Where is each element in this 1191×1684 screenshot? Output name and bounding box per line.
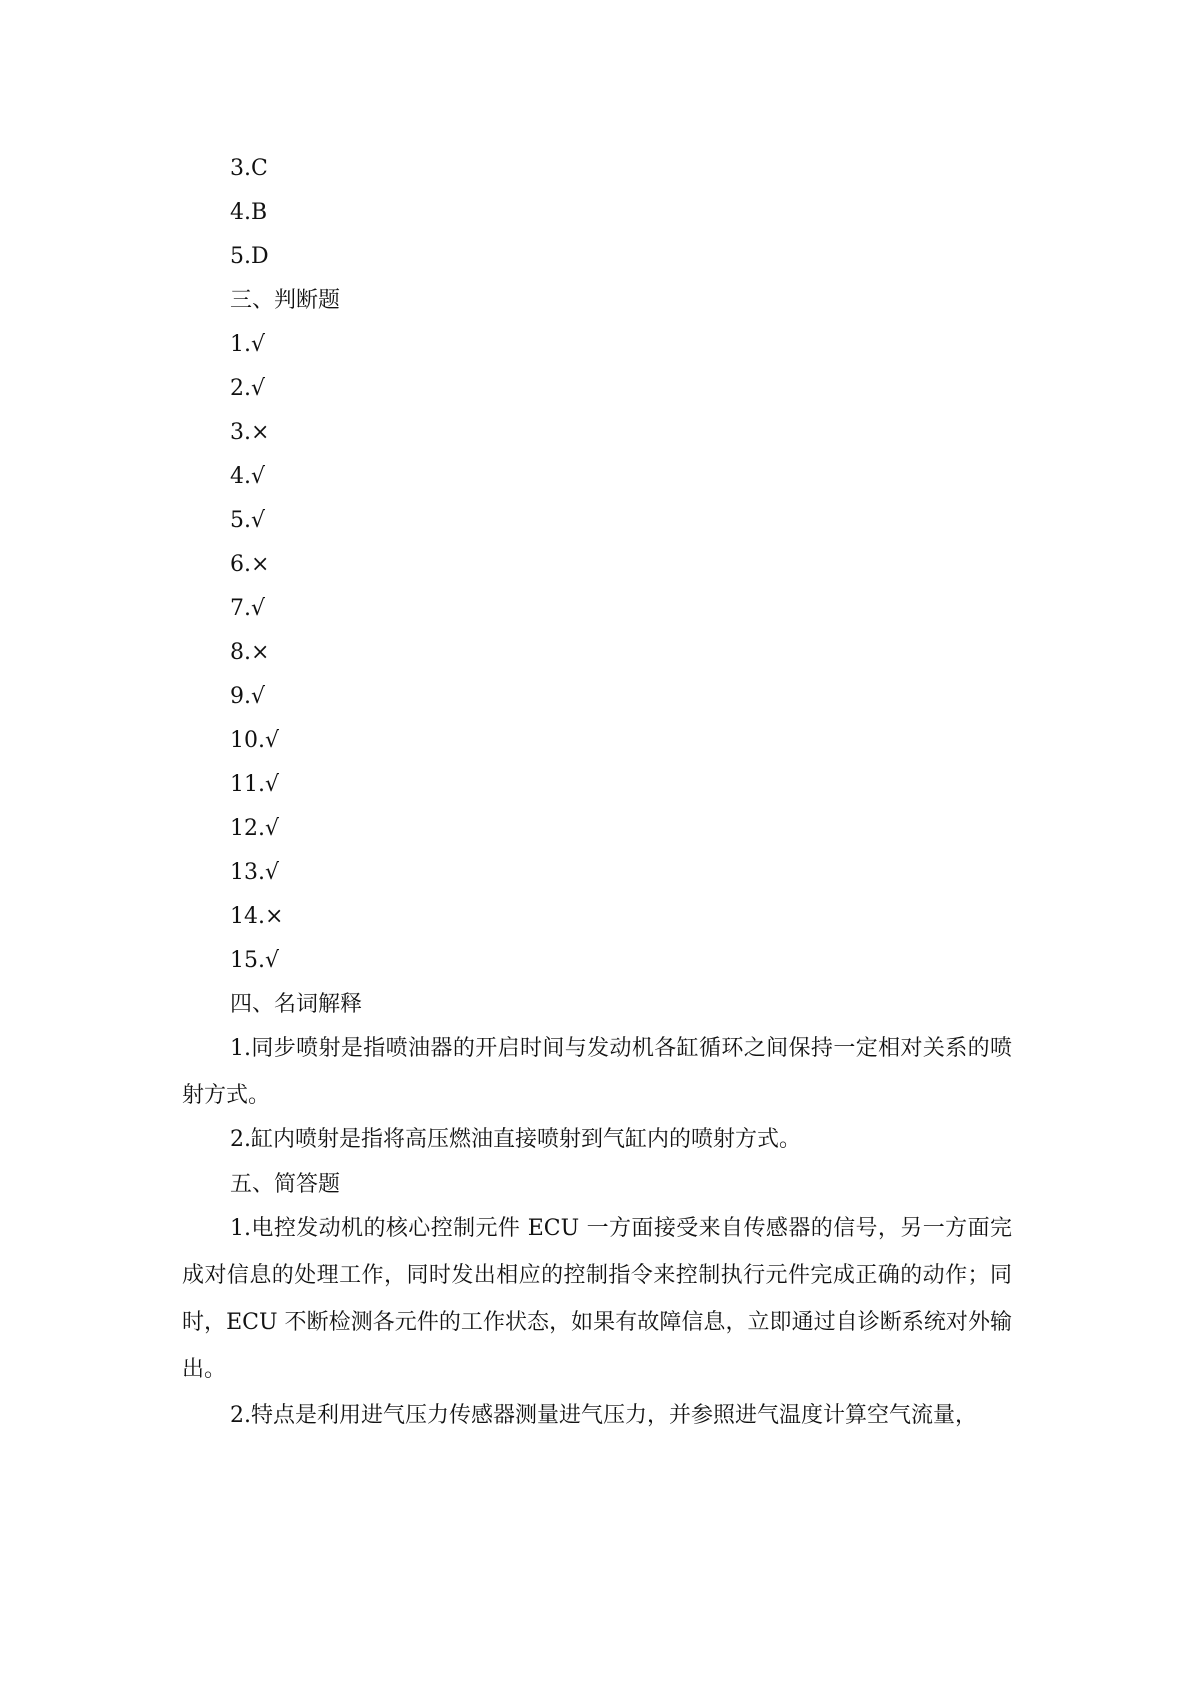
section-heading-judgment: 三、判断题 <box>230 288 341 313</box>
answer-line: 15.√ <box>230 948 280 973</box>
answer-line: 5.D <box>230 244 269 269</box>
answer-line: 11.√ <box>230 772 280 797</box>
answer-line: 12.√ <box>230 816 280 841</box>
answer-line: 7.√ <box>230 596 266 621</box>
answer-line: 1.√ <box>230 332 266 357</box>
answer-line: 3.× <box>230 420 270 445</box>
answer-line: 5.√ <box>230 508 266 533</box>
answer-line: 4.B <box>230 200 268 225</box>
term-definition: 1.同步喷射是指喷油器的开启时间与发动机各缸循环之间保持一定相对关系的喷射方式。 <box>182 1036 1012 1108</box>
answer-line: 3.C <box>230 156 268 181</box>
section-heading-terms: 四、名词解释 <box>230 992 363 1017</box>
answer-line: 8.× <box>230 640 270 665</box>
short-answer: 1.电控发动机的核心控制元件 ECU 一方面接受来自传感器的信号，另一方面完成对信息的处理工作，同时发出相应的控制指令来控制执行元件完成正确的动作；同时，ECU 不断检测各元件的工作状态，如果有故障信息，立即通过自诊断系统对外输出。 <box>182 1216 1012 1382</box>
section-heading-short-answer: 五、简答题 <box>230 1172 341 1197</box>
answer-line: 4.√ <box>230 464 266 489</box>
short-answer: 2.特点是利用进气压力传感器测量进气压力，并参照进气温度计算空气流量， <box>230 1403 977 1428</box>
answer-line: 6.× <box>230 552 270 577</box>
answer-line: 13.√ <box>230 860 280 885</box>
answer-line: 14.× <box>230 904 284 929</box>
answer-line: 10.√ <box>230 728 280 753</box>
answer-line: 2.√ <box>230 376 266 401</box>
answer-line: 9.√ <box>230 684 266 709</box>
term-definition: 2.缸内喷射是指将高压燃油直接喷射到气缸内的喷射方式。 <box>230 1127 801 1152</box>
